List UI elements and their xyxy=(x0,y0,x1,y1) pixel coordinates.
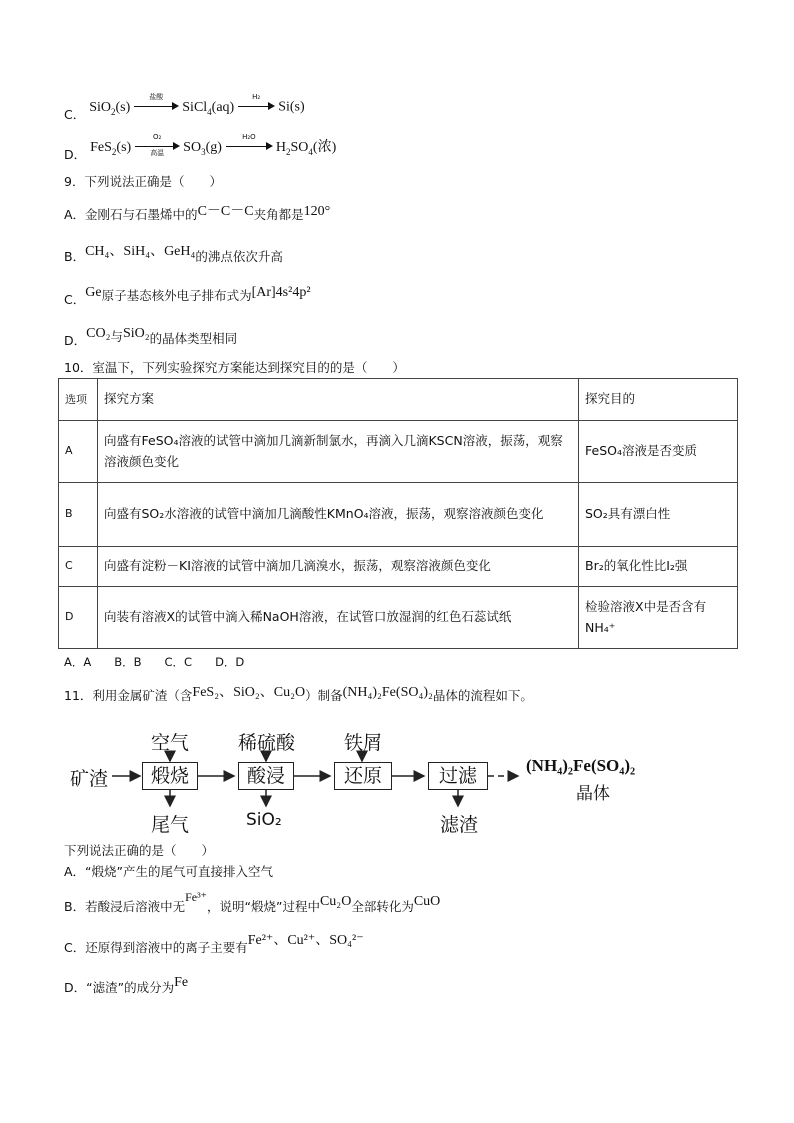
option-text: 与 xyxy=(110,329,123,344)
option-text: ，说明“煅烧”过程中 xyxy=(207,899,320,914)
formula: C－C－C xyxy=(197,204,254,219)
row-option: C xyxy=(59,547,98,587)
flow-product-label: 晶体 xyxy=(576,784,610,804)
formula: CuO xyxy=(413,894,441,909)
ion: Fe³⁺ xyxy=(185,890,208,904)
option-label: C． xyxy=(64,292,86,307)
option-label: D． xyxy=(64,333,87,348)
intermediate: SiCl$_4$(aq) xyxy=(182,99,235,117)
flow-step-reduction: 还原 xyxy=(334,762,392,790)
flow-product: (NH₄)₂Fe(SO₄)₂ xyxy=(526,756,636,775)
flow-step1-output: 尾气 xyxy=(151,814,190,836)
option-text: 原子基态核外电子排布式为 xyxy=(101,288,252,303)
flow-step2-output: SiO₂ xyxy=(246,810,282,830)
option-text: 全部转化为 xyxy=(351,899,414,914)
option-text: 的晶体类型相同 xyxy=(149,331,238,346)
reaction-arrow: 盐酸 xyxy=(134,98,178,116)
row-goal: FeSO₄溶液是否变质 xyxy=(579,421,738,483)
ions: Fe²⁺、Cu²⁺、SO₄²⁻ xyxy=(247,933,364,948)
reaction-arrow: O₂ 高温 xyxy=(135,138,179,156)
option-text: A．金刚石与石墨烯中的 xyxy=(64,207,198,222)
option-label: B． xyxy=(64,249,86,264)
stem-text: 11．利用金属矿渣（含 xyxy=(64,688,193,703)
flow-step-filtration: 过滤 xyxy=(428,762,488,790)
formula: Fe xyxy=(174,975,189,990)
reaction-arrow: H₂O xyxy=(226,138,272,156)
reactant: FeS$_2$(s) xyxy=(90,139,132,157)
row-option: B xyxy=(59,483,98,547)
q10-stem: 10．室温下，下列实验探究方案能达到探究目的的是（ ） xyxy=(64,360,405,375)
row-plan: 向装有溶液X的试管中滴入稀NaOH溶液，在试管口放湿润的红色石蕊试纸 xyxy=(98,587,579,649)
flow-input: 矿渣 xyxy=(70,768,109,790)
header-option: 选项 xyxy=(59,379,98,421)
flow-step4-output: 滤渣 xyxy=(440,814,479,836)
stem-text: 晶体的流程如下。 xyxy=(432,688,533,703)
q11-option-c xyxy=(64,932,364,955)
formula: Ge xyxy=(85,285,102,300)
formula: FeS₂、SiO₂、Cu₂O xyxy=(192,685,306,700)
q11-option-d xyxy=(64,974,189,995)
reaction-arrow: H₂ xyxy=(238,98,274,116)
option-text: D．“滤渣”的成分为 xyxy=(64,980,175,995)
flow-step-acid-leach: 酸浸 xyxy=(238,762,294,790)
option-label: C． xyxy=(64,106,86,122)
row-option: D xyxy=(59,587,98,649)
header-goal: 探究目的 xyxy=(579,379,738,421)
stem-text: ）制备 xyxy=(305,688,343,703)
q11-option-a: A．“煅烧”产生的尾气可直接排入空气 xyxy=(64,864,274,879)
row-goal: 检验溶液X中是否含有NH₄⁺ xyxy=(579,587,738,649)
row-plan: 向盛有FeSO₄溶液的试管中滴加几滴新制氯水，再滴入几滴KSCN溶液，振荡，观察溶液颜色变化 xyxy=(98,421,579,483)
flow-step3-input: 铁屑 xyxy=(344,732,383,754)
flow-step1-input: 空气 xyxy=(151,732,190,754)
intermediate: $SO_3(g)$ xyxy=(183,139,222,157)
electron-config: [Ar]4s²4p² xyxy=(251,285,311,300)
formula: CH₄、SiH₄、GeH₄ xyxy=(85,244,196,259)
option-text: B．若酸浸后溶液中无 xyxy=(64,899,186,914)
option-text: 的沸点依次升高 xyxy=(195,249,283,264)
formula: CO₂ xyxy=(86,326,111,341)
flow-step-calcination: 煅烧 xyxy=(142,762,198,790)
row-plan: 向盛有SO₂水溶液的试管中滴加几滴酸性KMnO₄溶液，振荡，观察溶液颜色变化 xyxy=(98,483,579,547)
row-plan: 向盛有淀粉－KI溶液的试管中滴加几滴溴水，振荡，观察溶液颜色变化 xyxy=(98,547,579,587)
option-label: D． xyxy=(64,146,87,162)
option-text: C．还原得到溶液中的离子主要有 xyxy=(64,940,248,955)
q9-stem: 9．下列说法正确是（ ） xyxy=(64,174,222,189)
row-goal: Br₂的氧化性比I₂强 xyxy=(579,547,738,587)
q11-option-b xyxy=(64,890,441,914)
header-plan: 探究方案 xyxy=(98,379,579,421)
formula: (NH₄)₂Fe(SO₄)₂ xyxy=(342,685,433,700)
row-goal: SO₂具有漂白性 xyxy=(579,483,738,547)
flow-step2-input: 稀硫酸 xyxy=(238,732,296,754)
formula: SiO₂ xyxy=(123,326,150,341)
product: Si(s) xyxy=(278,99,305,115)
q10-answers: A．A B．B C．C D．D xyxy=(64,655,245,669)
formula: Cu₂O xyxy=(319,894,352,909)
row-option: A xyxy=(59,421,98,483)
product: $H_2SO_4$(浓) xyxy=(275,139,337,157)
reactant: SiO$_2$(s) xyxy=(89,99,131,117)
q11-question: 下列说法正确的是（ ） xyxy=(64,843,215,858)
option-text: 夹角都是 xyxy=(253,207,304,222)
angle-value: 120° xyxy=(303,204,331,219)
